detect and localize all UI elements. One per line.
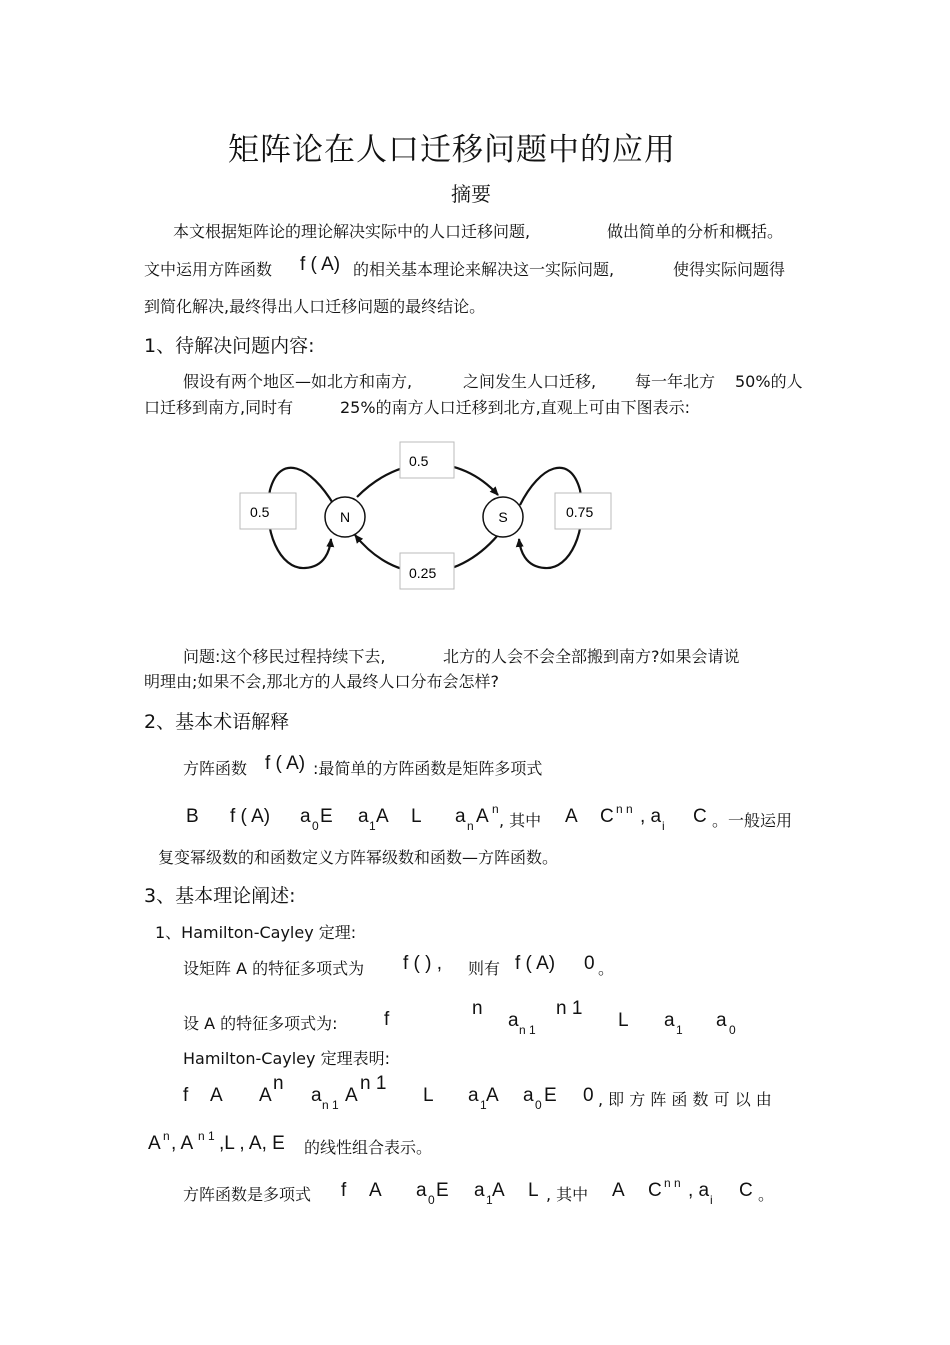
s3-l4-supn: n (273, 1073, 284, 1094)
formula-ai: , a (640, 806, 662, 827)
migration-diagram (230, 435, 630, 600)
label-n-self: 0.5 (250, 504, 270, 520)
section2-def-fA: f ( A) (265, 753, 306, 774)
s3-line2-an1: a (508, 1010, 519, 1031)
s3-line3: Hamilton-Cayley 定理表明: (183, 1049, 390, 1068)
s3-line1-fA: f ( A) (515, 953, 556, 974)
s3-l4-a1: a (468, 1085, 479, 1106)
section1-p1c: 每一年北方 (635, 372, 716, 391)
s3-l6-a0: a (416, 1180, 427, 1201)
s3-line1b: 则有 (468, 959, 501, 978)
s3-l6-ai: , a (688, 1180, 710, 1201)
s3-l4-f: f (183, 1085, 189, 1106)
formula-supn: n (492, 802, 499, 816)
formula-supnn: n n (616, 802, 633, 816)
s3-line2-sub1: 1 (676, 1023, 683, 1037)
s3-l4-an1: a (311, 1085, 322, 1106)
s3-l6-C: C (648, 1180, 662, 1201)
s3-l4-sub0: 0 (535, 1098, 542, 1112)
s3-line2-a1: a (664, 1010, 675, 1031)
s3-line2a: 设 A 的特征多项式为: (183, 1014, 338, 1033)
page-title: 矩阵论在人口迁移问题中的应用 (228, 132, 676, 168)
s3-l5-supn: n (163, 1129, 170, 1143)
formula-tail: 。一般运用 (712, 811, 793, 830)
formula-fA: f ( A) (230, 806, 271, 827)
s3-line2-sub-n1: n 1 (519, 1023, 536, 1037)
label-s-self: 0.75 (566, 504, 594, 520)
s3-l6-subi: i (710, 1193, 713, 1207)
s3-l6-sub0: 0 (428, 1193, 435, 1207)
formula-C2: C (693, 806, 707, 827)
s3-l6-L: L (528, 1180, 539, 1201)
s3-l4-sub-n1: n 1 (322, 1098, 339, 1112)
label-s-to-n: 0.25 (409, 565, 437, 581)
s3-l5-tail: 的线性组合表示。 (304, 1138, 433, 1157)
s3-l4-zero: 0 (583, 1085, 594, 1106)
s3-line1-end: 。 (598, 959, 615, 978)
section1-p1b: 之间发生人口迁移, (463, 372, 597, 391)
question-line2: 明理由;如果不会,那北方的人最终人口分布会怎样? (144, 672, 499, 691)
abstract-heading: 摘要 (451, 182, 491, 206)
abstract-line2b: 的相关基本理论来解决这一实际问题, (353, 260, 615, 279)
s3-l6-E: E (436, 1180, 449, 1201)
s3-l4-a0: a (523, 1085, 534, 1106)
s3-l4-A2: A (259, 1085, 272, 1106)
s3-l5-rest: ,L , A, E (219, 1133, 285, 1154)
section3-heading: 3、基本理论阐述: (144, 885, 296, 907)
s3-line1-zero: 0 (584, 953, 595, 974)
s3-l5-An: A (148, 1133, 161, 1154)
s3-l6-end: 。 (758, 1185, 775, 1204)
s3-l6-A: A (369, 1180, 382, 1201)
s3-l6-A3: A (612, 1180, 625, 1201)
section1-p1a: 假设有两个地区—如北方和南方, (183, 372, 413, 391)
node-s-label: S (498, 509, 508, 525)
s3-l4-A4: A (486, 1085, 499, 1106)
s3-l4-sub1: 1 (480, 1098, 487, 1112)
formula-C: C (600, 806, 614, 827)
formula-E: E (320, 806, 333, 827)
s3-line2-L: L (618, 1010, 629, 1031)
s3-l5-supn1: n 1 (198, 1129, 215, 1143)
s3-l4-sup-n1: n 1 (360, 1073, 387, 1094)
s3-l6-a1: a (474, 1180, 485, 1201)
section2-def-a: 方阵函数 (183, 759, 248, 778)
section2-heading: 2、基本术语解释 (144, 711, 290, 733)
label-n-to-s: 0.5 (409, 453, 429, 469)
s3-l6-a: 方阵函数是多项式 (183, 1185, 312, 1204)
section1-heading: 1、待解决问题内容: (144, 335, 315, 357)
abstract-line1b: 做出简单的分析和概括。 (607, 222, 784, 241)
s3-line2-n1: n 1 (556, 998, 583, 1019)
s3-l6-A2: A (492, 1180, 505, 1201)
s3-line2-a0: a (716, 1010, 727, 1031)
s3-l4-E: E (544, 1085, 557, 1106)
formula-a1: a (358, 806, 369, 827)
abstract-line1a: 本文根据矩阵论的理论解决实际中的人口迁移问题, (173, 222, 531, 241)
s3-l5-comma: , A (171, 1133, 194, 1154)
s3-l6-f: f (341, 1180, 347, 1201)
section1-p2b: 25%的南方人口迁移到北方,直观上可由下图表示: (340, 398, 691, 417)
formula-sub0: 0 (312, 819, 319, 833)
s3-line1a: 设矩阵 A 的特征多项式为 (183, 959, 365, 978)
s3-l6-supnn: n n (664, 1176, 681, 1190)
s3-l4-L: L (423, 1085, 434, 1106)
s3-line2-n: n (472, 998, 483, 1019)
s3-line2-sub0: 0 (729, 1023, 736, 1037)
formula-a0: a (300, 806, 311, 827)
s3-l4-A3: A (345, 1085, 358, 1106)
section3-sub1: 1、Hamilton-Cayley 定理: (155, 923, 357, 942)
formula-L: L (411, 806, 422, 827)
question-line1a: 问题:这个移民过程持续下去, (183, 647, 386, 666)
formula-A2: A (565, 806, 578, 827)
section1-p1d: 50%的人 (735, 372, 803, 391)
node-n-label: N (339, 509, 351, 525)
abstract-line2a: 文中运用方阵函数 (144, 260, 273, 279)
formula-B: B (186, 806, 199, 827)
question-line1b: 北方的人会不会全部搬到南方?如果会请说 (443, 647, 740, 666)
s3-l6-where: , 其中 (546, 1185, 589, 1204)
section2-line2: 复变幂级数的和函数定义方阵幂级数和函数—方阵函数。 (158, 848, 559, 867)
s3-line1-f: f ( ) , (403, 953, 443, 974)
formula-subn: n (467, 819, 474, 833)
s3-l6-sub1: 1 (486, 1193, 493, 1207)
s3-line2-f: f (384, 1009, 390, 1030)
formula-an: a (455, 806, 466, 827)
abstract-fA: f ( A) (300, 254, 341, 275)
formula-subi: i (662, 819, 665, 833)
section1-p2a: 口迁移到南方,同时有 (144, 398, 294, 417)
formula-where: , 其中 (499, 811, 542, 830)
s3-l6-C2: C (739, 1180, 753, 1201)
formula-A: A (376, 806, 389, 827)
s3-l4-tail: , 即 方 阵 函 数 可 以 由 (598, 1090, 772, 1109)
s3-l4-A: A (210, 1085, 223, 1106)
abstract-line3: 到简化解决,最终得出人口迁移问题的最终结论。 (144, 297, 486, 316)
abstract-line2c: 使得实际问题得 (673, 260, 786, 279)
section2-def-b: :最简单的方阵函数是矩阵多项式 (313, 759, 543, 778)
formula-An: A (476, 806, 489, 827)
formula-sub1: 1 (369, 819, 376, 833)
